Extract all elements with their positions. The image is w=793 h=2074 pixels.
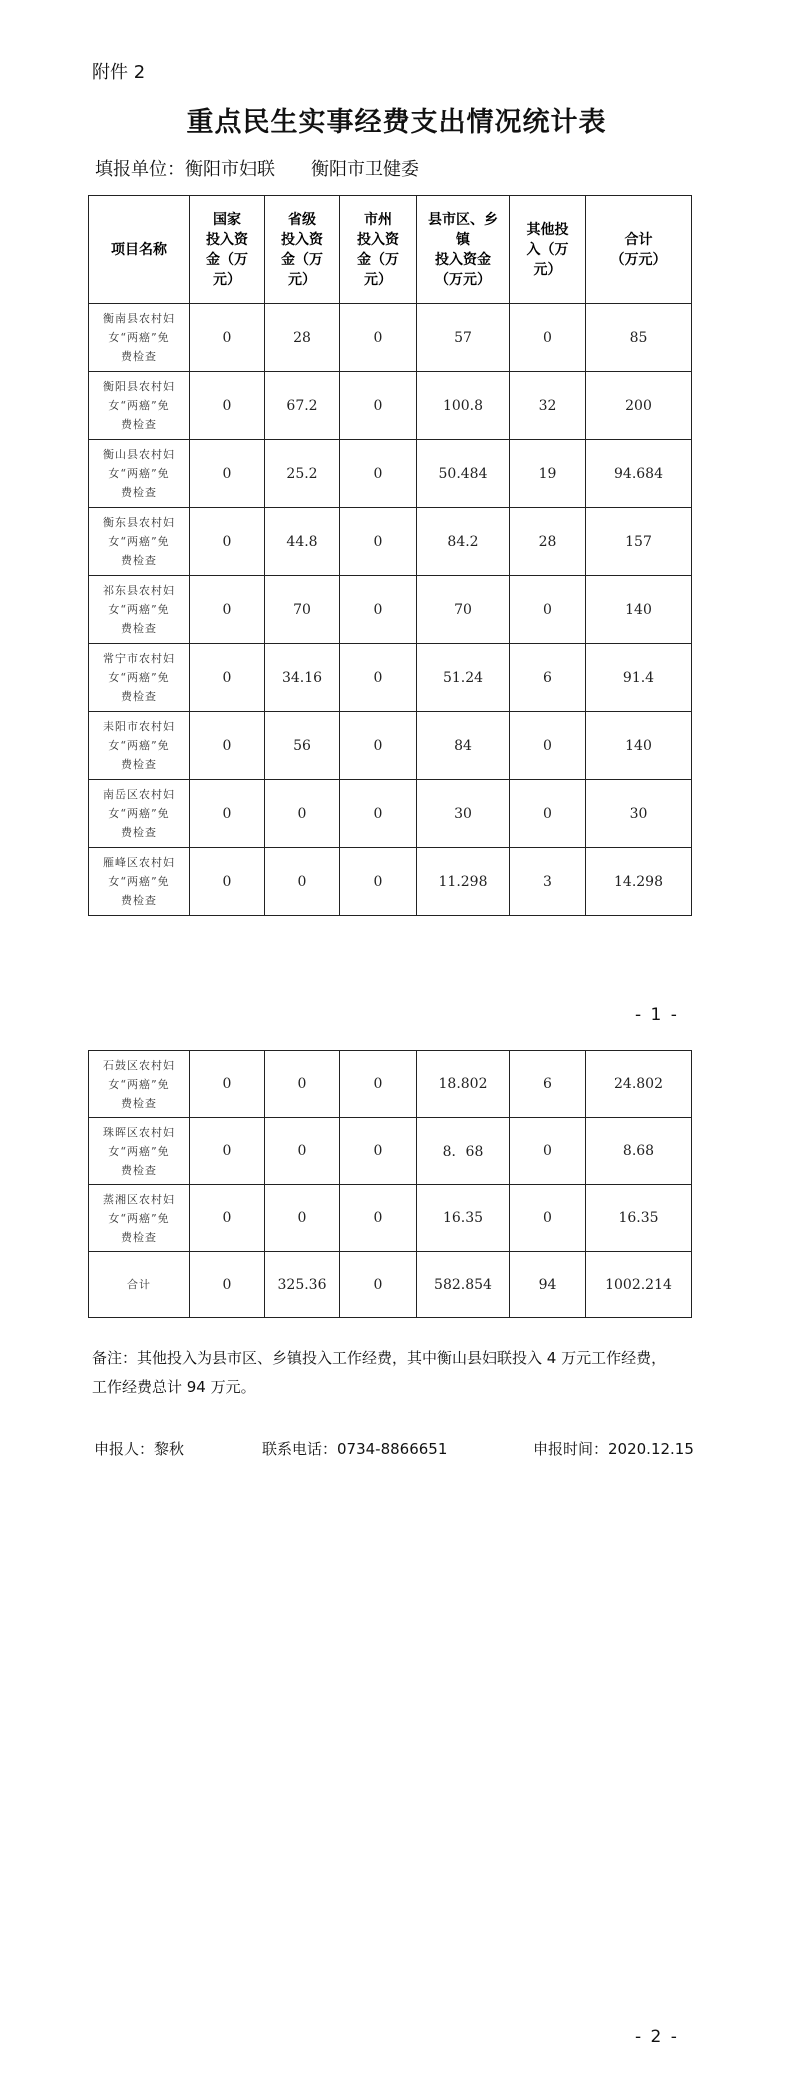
project-name-line: 耒阳市农村妇	[103, 720, 175, 733]
total-cell: 140	[586, 712, 692, 780]
attachment-label: 附件 2	[92, 62, 146, 83]
city-cell: 0	[340, 440, 417, 508]
provincial-cell: 28	[265, 304, 340, 372]
county-cell: 84.2	[417, 508, 510, 576]
column-header-line: 投入资	[357, 231, 399, 248]
other-cell: 0	[510, 576, 586, 644]
project-name-cell	[89, 780, 190, 848]
table-header-row	[89, 196, 692, 304]
table-row	[89, 1051, 692, 1118]
expenditure-table-page2	[88, 1050, 692, 1318]
project-name-line: 费检查	[121, 350, 157, 363]
project-name-line: 蒸湘区农村妇	[103, 1192, 175, 1206]
project-name-line: 女“两癌”免	[108, 535, 170, 548]
expenditure-table-page1	[88, 195, 692, 916]
project-name-cell	[89, 712, 190, 780]
project-name-line: 衡阳县农村妇	[103, 380, 175, 393]
column-header-line: 元）	[213, 271, 241, 288]
total-cell: 94.684	[586, 440, 692, 508]
other-cell: 0	[510, 780, 586, 848]
city-cell: 0	[340, 576, 417, 644]
other-cell: 0	[510, 1185, 586, 1252]
other-cell: 32	[510, 372, 586, 440]
city-cell: 0	[340, 304, 417, 372]
project-name-cell	[89, 848, 190, 916]
national-cell: 0	[190, 440, 265, 508]
column-header-line: 市州	[364, 211, 392, 228]
column-header-line: 其他投	[526, 221, 569, 238]
total-cell: 91.4	[586, 644, 692, 712]
county-cell: 8．68	[417, 1118, 510, 1185]
total-cell: 85	[586, 304, 692, 372]
county-cell: 51.24	[417, 644, 510, 712]
national-cell: 0	[190, 644, 265, 712]
project-name-line: 女“两癌”免	[108, 875, 170, 888]
other-cell: 28	[510, 508, 586, 576]
project-name-line: 石鼓区农村妇	[103, 1058, 175, 1072]
provincial-cell: 325.36	[265, 1252, 340, 1318]
project-name-line: 女“两癌”免	[108, 671, 170, 684]
project-name-line: 费检查	[121, 1163, 157, 1177]
column-header-3	[340, 196, 417, 304]
city-cell: 0	[340, 1051, 417, 1118]
column-header-line: 元）	[533, 261, 562, 278]
other-cell: 94	[510, 1252, 586, 1318]
column-header-line: 入（万	[526, 241, 569, 258]
page-number-1: - 1 -	[635, 1005, 679, 1025]
table-row	[89, 848, 692, 916]
project-name-line: 费检查	[121, 554, 157, 567]
column-header-1	[190, 196, 265, 304]
provincial-cell: 0	[265, 1051, 340, 1118]
city-cell: 0	[340, 508, 417, 576]
column-header-line: 县市区、乡	[428, 211, 498, 228]
document-title: 重点民生实事经费支出情况统计表	[186, 107, 607, 138]
national-cell: 0	[190, 1185, 265, 1252]
national-cell: 0	[190, 576, 265, 644]
county-cell: 16.35	[417, 1185, 510, 1252]
table-row	[89, 1185, 692, 1252]
city-cell: 0	[340, 644, 417, 712]
provincial-cell: 67.2	[265, 372, 340, 440]
national-cell: 0	[190, 304, 265, 372]
column-header-line: 省级	[288, 211, 316, 228]
city-cell: 0	[340, 780, 417, 848]
total-cell: 14.298	[586, 848, 692, 916]
column-header-0	[89, 196, 190, 304]
reporter: 申报人：黎秋	[94, 1440, 185, 1458]
city-cell: 0	[340, 1252, 417, 1318]
table-row	[89, 644, 692, 712]
other-cell: 6	[510, 1051, 586, 1118]
city-cell: 0	[340, 712, 417, 780]
project-name-line: 费检查	[121, 418, 157, 431]
national-cell: 0	[190, 1252, 265, 1318]
column-header-line: 合计	[624, 231, 653, 248]
provincial-cell: 25.2	[265, 440, 340, 508]
other-cell: 0	[510, 304, 586, 372]
city-cell: 0	[340, 372, 417, 440]
total-cell: 140	[586, 576, 692, 644]
project-name-cell	[89, 644, 190, 712]
total-cell: 16.35	[586, 1185, 692, 1252]
table-row	[89, 508, 692, 576]
project-name-line: 费检查	[121, 1096, 157, 1110]
county-cell: 57	[417, 304, 510, 372]
project-name-cell	[89, 1252, 190, 1318]
project-name-cell	[89, 372, 190, 440]
other-cell: 0	[510, 1118, 586, 1185]
project-name-line: 费检查	[121, 486, 157, 499]
provincial-cell: 0	[265, 848, 340, 916]
remarks-line-1: 备注：其他投入为县市区、乡镇投入工作经费，其中衡山县妇联投入 4 万元工作经费，	[92, 1349, 667, 1367]
project-name-line: 衡东县农村妇	[103, 516, 175, 529]
column-header-line: 金（万	[281, 251, 323, 268]
project-name-line: 女“两癌”免	[108, 467, 170, 480]
column-header-line: 投入资	[281, 231, 323, 248]
project-name-line: 常宁市农村妇	[103, 652, 175, 665]
column-header-line: 投入资	[206, 231, 248, 248]
table-row	[89, 576, 692, 644]
provincial-cell: 0	[265, 780, 340, 848]
provincial-cell: 56	[265, 712, 340, 780]
provincial-cell: 70	[265, 576, 340, 644]
provincial-cell: 34.16	[265, 644, 340, 712]
national-cell: 0	[190, 1051, 265, 1118]
column-header-line: 国家	[213, 211, 241, 228]
project-name-line: 南岳区农村妇	[103, 788, 175, 801]
county-cell: 582.854	[417, 1252, 510, 1318]
column-header-line: 镇	[456, 231, 470, 248]
national-cell: 0	[190, 372, 265, 440]
column-header-line: 项目名称	[111, 241, 167, 258]
city-cell: 0	[340, 1118, 417, 1185]
column-header-line: 金（万	[357, 251, 399, 268]
project-name-line: 祁东县农村妇	[103, 584, 175, 597]
project-name-cell	[89, 508, 190, 576]
total-cell: 1002.214	[586, 1252, 692, 1318]
county-cell: 84	[417, 712, 510, 780]
national-cell: 0	[190, 508, 265, 576]
project-name-line: 费检查	[121, 1230, 157, 1244]
table-row	[89, 440, 692, 508]
project-name-line: 雁峰区农村妇	[103, 856, 175, 869]
county-cell: 11.298	[417, 848, 510, 916]
table-row	[89, 712, 692, 780]
project-name-line: 合计	[127, 1278, 151, 1291]
project-name-line: 费检查	[121, 622, 157, 635]
project-name-line: 女“两癌”免	[108, 1144, 170, 1158]
project-name-line: 衡山县农村妇	[103, 448, 175, 461]
column-header-5	[510, 196, 586, 304]
national-cell: 0	[190, 1118, 265, 1185]
national-cell: 0	[190, 712, 265, 780]
city-cell: 0	[340, 1185, 417, 1252]
table-row	[89, 780, 692, 848]
project-name-line: 衡南县农村妇	[103, 312, 175, 325]
total-cell: 24.802	[586, 1051, 692, 1118]
other-cell: 3	[510, 848, 586, 916]
county-cell: 100.8	[417, 372, 510, 440]
project-name-cell	[89, 1118, 190, 1185]
other-cell: 0	[510, 712, 586, 780]
table-row	[89, 304, 692, 372]
column-header-2	[265, 196, 340, 304]
project-name-line: 女“两癌”免	[108, 331, 170, 344]
total-cell: 200	[586, 372, 692, 440]
column-header-6	[586, 196, 692, 304]
project-name-cell	[89, 1051, 190, 1118]
table-row	[89, 1252, 692, 1318]
county-cell: 30	[417, 780, 510, 848]
project-name-line: 珠晖区农村妇	[103, 1125, 175, 1139]
county-cell: 18.802	[417, 1051, 510, 1118]
column-header-line: （万元）	[610, 251, 667, 268]
project-name-line: 费检查	[121, 894, 157, 907]
project-name-line: 女“两癌”免	[108, 603, 170, 616]
total-cell: 8.68	[586, 1118, 692, 1185]
remarks-note	[92, 1344, 712, 1402]
project-name-line: 女“两癌”免	[108, 399, 170, 412]
county-cell: 50.484	[417, 440, 510, 508]
column-header-line: 金（万	[206, 251, 248, 268]
column-header-line: （万元）	[435, 271, 491, 288]
column-header-line: 元）	[364, 271, 392, 288]
project-name-cell	[89, 440, 190, 508]
column-header-4	[417, 196, 510, 304]
national-cell: 0	[190, 780, 265, 848]
project-name-cell	[89, 304, 190, 372]
page-number-2: - 2 -	[635, 2027, 679, 2047]
remarks-line-2: 工作经费总计 94 万元。	[92, 1378, 256, 1396]
report-date: 申报时间：2020.12.15	[533, 1440, 694, 1458]
project-name-line: 费检查	[121, 758, 157, 771]
table-row	[89, 1118, 692, 1185]
column-header-line: 元）	[288, 271, 316, 288]
project-name-line: 费检查	[121, 690, 157, 703]
contact-phone: 联系电话：0734-8866651	[262, 1440, 448, 1458]
other-cell: 19	[510, 440, 586, 508]
column-header-line: 投入资金	[435, 251, 491, 268]
project-name-line: 女“两癌”免	[108, 807, 170, 820]
project-name-line: 女“两癌”免	[108, 1211, 170, 1225]
provincial-cell: 44.8	[265, 508, 340, 576]
total-cell: 30	[586, 780, 692, 848]
project-name-line: 费检查	[121, 826, 157, 839]
project-name-line: 女“两癌”免	[108, 1077, 170, 1091]
project-name-cell	[89, 1185, 190, 1252]
city-cell: 0	[340, 848, 417, 916]
reporting-unit: 填报单位：衡阳市妇联 衡阳市卫健委	[95, 159, 419, 180]
total-cell: 157	[586, 508, 692, 576]
project-name-line: 女“两癌”免	[108, 739, 170, 752]
project-name-cell	[89, 576, 190, 644]
county-cell: 70	[417, 576, 510, 644]
other-cell: 6	[510, 644, 586, 712]
provincial-cell: 0	[265, 1185, 340, 1252]
table-row	[89, 372, 692, 440]
provincial-cell: 0	[265, 1118, 340, 1185]
national-cell: 0	[190, 848, 265, 916]
